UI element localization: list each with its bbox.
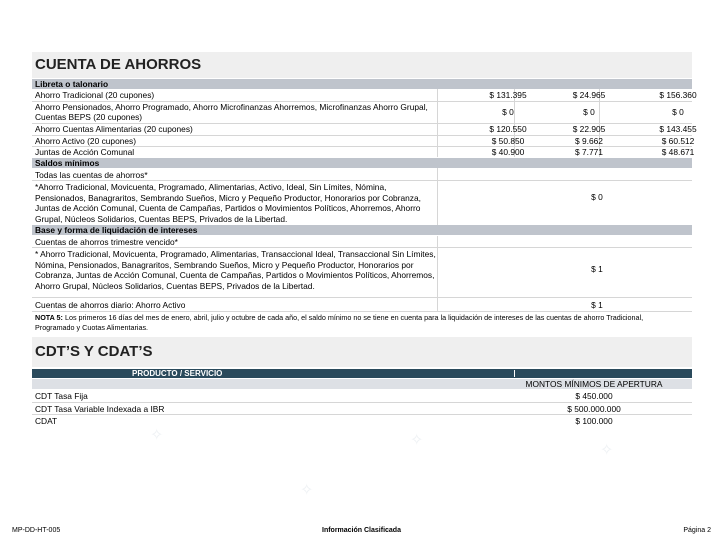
saldos-line: Juntas de Acción Comunal, Cuenta de Campañas, Partidos o Movimientos Políticos, Ahorremos, Ahorro (35, 203, 421, 213)
product-header-label: PRODUCTO / SERVICIO (132, 369, 223, 378)
row-value: $ 0 (583, 107, 595, 117)
cdt-row-label: CDT Tasa Fija (35, 391, 88, 401)
libreta-header-label: Libreta o talonario (35, 79, 109, 89)
base-value: $ 1 (591, 264, 603, 274)
base-line: Cobranza, Juntas de Acción Comunal, Cuenta de Campañas, Partidos o Movimientos Políticos, Ahorremos, (35, 270, 435, 280)
diario-value: $ 1 (591, 300, 603, 310)
row-value: $ 9.662 (575, 136, 603, 146)
base-header-label: Base y forma de liquidación de intereses (35, 225, 198, 235)
saldos-line: Grupal, Núcleos Solidarios, Cuentas BEPS, Privados de la Libertad. (35, 213, 288, 224)
row-label: Ahorro Tradicional (20 cupones) (35, 90, 155, 100)
row-value: $ 7.771 (575, 147, 603, 157)
base-header (32, 225, 692, 235)
saldos-value: $ 0 (591, 192, 603, 202)
base-line: * Ahorro Tradicional, Movicuenta, Programado, Alimentarias, Transaccional Ideal, Transaccional Sin Límites, (35, 249, 436, 259)
saldos-line: Pensionados, Banagraritos, Sembrando Sueños, Micro y Pequeño Productor, Honorarios por Cobranza, (35, 192, 421, 203)
saldos-line: *Ahorro Tradicional, Movicuenta, Programado, Alimentarias, Activo, Ideal, Sin Límites, Nómina, (35, 182, 387, 192)
row-label: Ahorro Cuentas Alimentarias (20 cupones) (35, 124, 193, 134)
montos-header-label: MONTOS MÍNIMOS DE APERTURA (525, 379, 663, 389)
base-line: Nómina, Pensionados, Banagraritos, Sembrando Sueños, Micro y Pequeño Productor, Honorarios por (35, 259, 414, 270)
saldos-all-label: Todas las cuentas de ahorros* (35, 170, 148, 180)
watermark-glyph: ✧ (600, 442, 614, 459)
saldos-header-label: Saldos mínimos (35, 158, 100, 168)
cdt-row-value: $ 450.000 (575, 391, 613, 401)
row-value: $ 48.671 (661, 147, 695, 157)
watermark-glyph: ✧ (150, 427, 164, 444)
row-label-continued: Cuentas BEPS (20 cupones) (35, 112, 143, 122)
cdt-row-label: CDAT (35, 416, 58, 426)
libreta-header (32, 79, 692, 89)
row-value: $ 0 (502, 107, 514, 117)
cdt-row-value: $ 100.000 (575, 416, 613, 426)
row-value: $ 40.900 (491, 147, 525, 157)
section-title-cdts: CDT’S Y CDAT’S (32, 337, 692, 367)
row-value: $ 143.455 (659, 124, 697, 134)
base-detail-row (32, 249, 692, 291)
row-value: $ 60.512 (661, 136, 695, 146)
watermark-glyph: ✧ (300, 482, 314, 499)
footer-code: MP-DD-HT-005 (12, 527, 61, 534)
row-value: $ 50.850 (491, 136, 525, 146)
row-label: Ahorro Activo (20 cupones) (35, 136, 137, 146)
montos-header (32, 379, 692, 389)
diario-label: Cuentas de ahorros diario: Ahorro Activo (35, 300, 186, 310)
note-5-text: Los primeros 16 días del mes de enero, abril, julio y octubre de cada año, el saldo mínimo no se tiene en cuenta para la liquidación de intereses de las cuentas de ahorro Tradicional, (62, 313, 644, 322)
cdt-row-label: CDT Tasa Variable Indexada a IBR (35, 404, 165, 414)
section-title-cuenta-ahorros: CUENTA DE AHORROS (32, 52, 692, 78)
base-line: Ahorro Grupal, Núcleos Solidarios, Cuentas BEPS, Privados de la Libertad. (35, 280, 315, 291)
footer-page-number: Página 2 (683, 527, 711, 534)
note-5-text-continued: Programado y Cuotas Alimentarias. (35, 323, 149, 332)
row-label: Juntas de Acción Comunal (35, 147, 135, 157)
row-value: $ 131.395 (489, 90, 527, 100)
row-label: Ahorro Pensionados, Ahorro Programado, Ahorro Microfinanzas Ahorremos, Microfinanzas Ahorro Grupal, (35, 102, 428, 112)
saldos-header (32, 158, 692, 168)
row-value: $ 22.905 (572, 124, 606, 134)
row-value: $ 156.360 (659, 90, 697, 100)
trimestre-label: Cuentas de ahorros trimestre vencido* (35, 237, 178, 247)
row-value: $ 0 (672, 107, 684, 117)
cdt-row-value: $ 500.000.000 (567, 404, 621, 414)
watermark-glyph: ✧ (410, 432, 424, 449)
product-header (32, 369, 692, 378)
row-value: $ 24.965 (572, 90, 606, 100)
note-5-bold: NOTA 5: (35, 313, 63, 322)
footer-classification: Información Clasificada (322, 527, 401, 534)
saldos-detail-row (32, 182, 692, 224)
table-row (32, 102, 692, 122)
row-value: $ 120.550 (489, 124, 527, 134)
